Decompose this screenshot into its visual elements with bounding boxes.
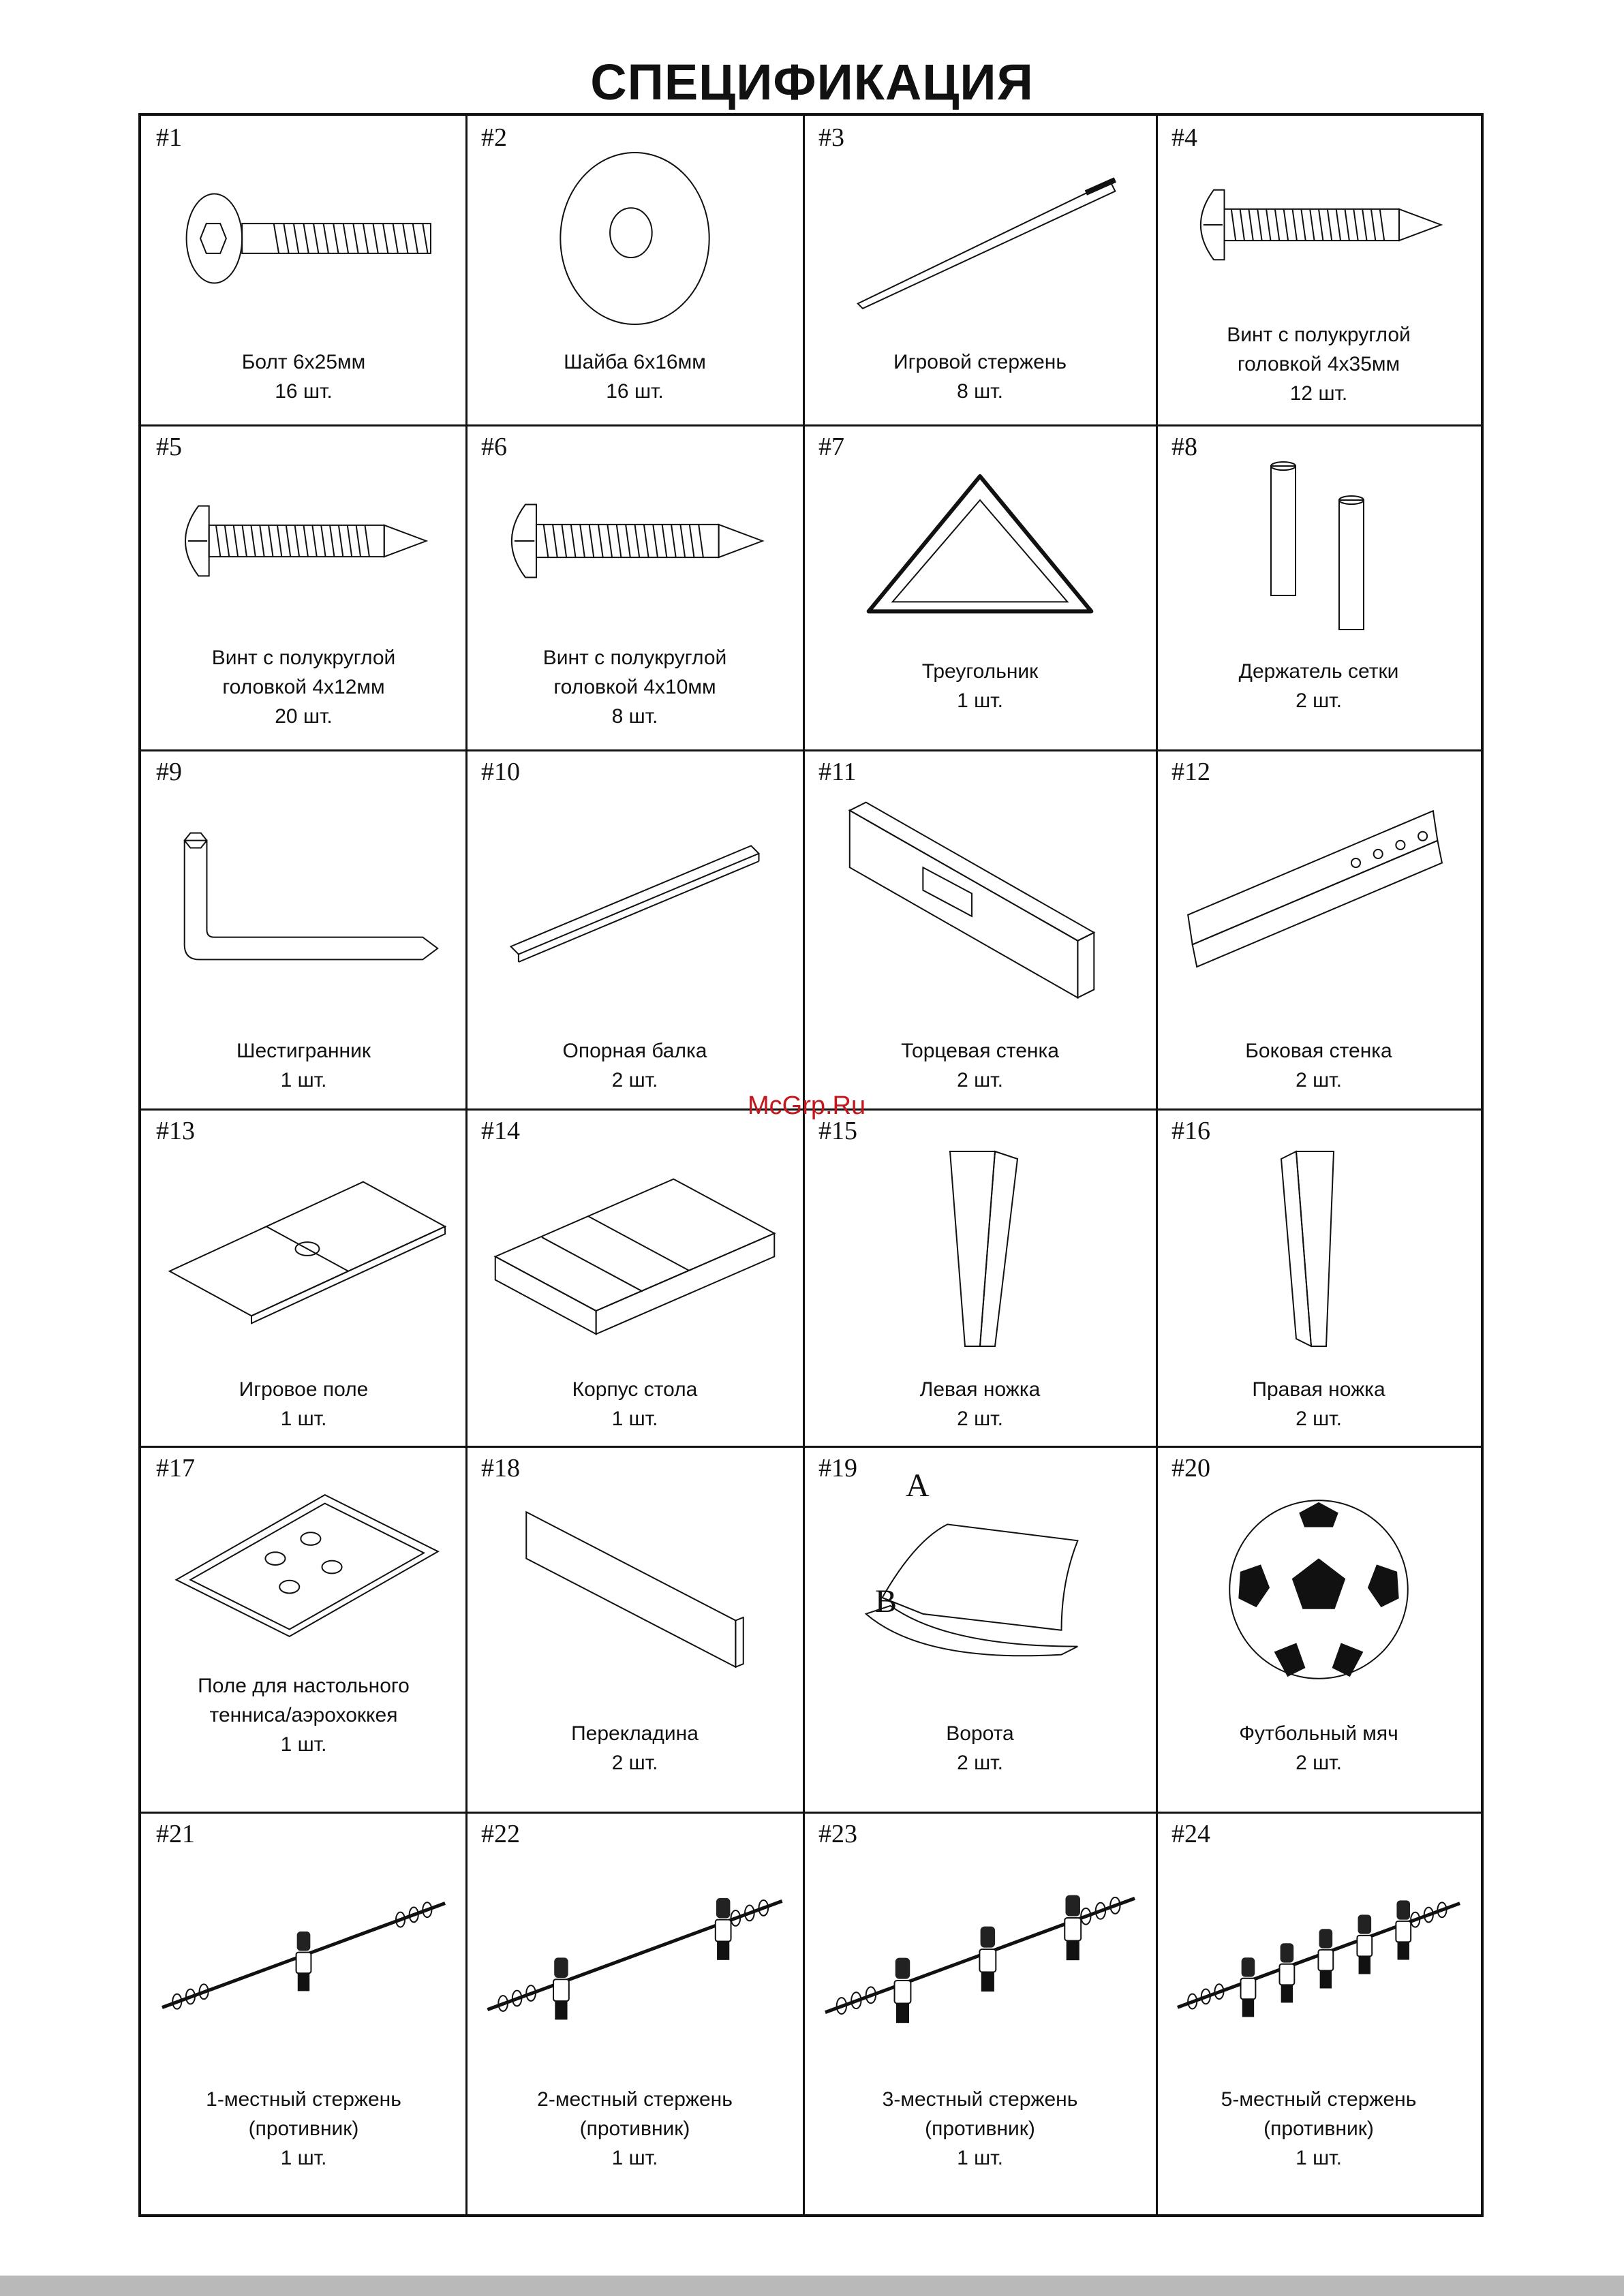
bolt-icon — [155, 143, 453, 334]
part-quantity: 16 шт. — [275, 380, 333, 403]
player-rod-icon — [817, 1840, 1143, 2071]
part-caption — [1163, 657, 1474, 715]
part-number: #17 — [156, 1454, 195, 1483]
part-name-line: Торцевая стенка — [901, 1040, 1059, 1062]
part-number: #23 — [818, 1820, 857, 1848]
part-quantity: 2 шт. — [611, 1069, 658, 1091]
right-leg-icon — [1170, 1136, 1467, 1361]
part-caption — [810, 657, 1150, 715]
part-name-line: головкой 4x35мм — [1237, 353, 1400, 375]
support-beam-icon — [480, 777, 790, 1023]
part-name-line: головкой 4x12мм — [222, 676, 385, 698]
part-name-line: 2-местный стержень — [537, 2088, 733, 2111]
part-name-line: тенниса/аэрохоккея — [209, 1704, 398, 1726]
part-caption — [810, 1036, 1150, 1095]
part-name-line: Поле для настольного — [198, 1675, 410, 1697]
part-caption — [473, 347, 797, 406]
part-number: #13 — [156, 1117, 195, 1145]
part-caption — [473, 1375, 797, 1433]
part-number: #6 — [481, 433, 507, 461]
part-name-line: (противник) — [1263, 2117, 1374, 2140]
part-number: #10 — [481, 758, 520, 786]
part-cell — [803, 1109, 1156, 1446]
part-quantity: 1 шт. — [957, 2147, 1003, 2169]
part-number: #21 — [156, 1820, 195, 1848]
soccer-ball-icon — [1170, 1474, 1467, 1705]
part-quantity: 16 шт. — [606, 380, 664, 403]
part-number: #14 — [481, 1117, 520, 1145]
part-name-line: Держатель сетки — [1238, 660, 1399, 683]
part-quantity: 2 шт. — [1296, 689, 1342, 712]
crossbar-icon — [480, 1474, 790, 1705]
part-caption — [1163, 2085, 1474, 2173]
part-quantity: 1 шт. — [280, 1069, 327, 1091]
part-cell — [141, 116, 466, 425]
part-quantity: 2 шт. — [957, 1408, 1003, 1430]
part-quantity: 2 шт. — [1296, 1408, 1342, 1430]
part-cell — [803, 116, 1156, 425]
part-name-line: 5-местный стержень — [1221, 2088, 1417, 2111]
part-cell — [803, 425, 1156, 750]
part-name-line: Игровое поле — [239, 1378, 369, 1401]
goal-part-label: A — [906, 1468, 930, 1504]
part-number: #18 — [481, 1454, 520, 1483]
part-cell — [803, 750, 1156, 1109]
part-number: #11 — [818, 758, 857, 786]
part-cell — [141, 1109, 466, 1446]
player-rod-icon — [1170, 1840, 1467, 2071]
hex-key-icon — [155, 777, 453, 1023]
side-wall-icon — [1170, 777, 1467, 1023]
part-caption — [148, 1375, 459, 1433]
hockey-field-icon — [155, 1474, 453, 1658]
part-cell — [803, 1446, 1156, 1812]
part-cell — [466, 116, 803, 425]
part-number: #9 — [156, 758, 182, 786]
part-caption — [810, 1719, 1150, 1778]
part-cell — [1156, 116, 1481, 425]
part-name-line: головкой 4x10мм — [553, 676, 716, 698]
part-number: #8 — [1171, 433, 1197, 461]
part-cell — [466, 750, 803, 1109]
part-number: #15 — [818, 1117, 857, 1145]
part-name-line: Шайба 6x16мм — [564, 351, 706, 373]
table-body-icon — [480, 1136, 790, 1361]
end-wall-icon — [817, 777, 1143, 1023]
left-leg-icon — [817, 1136, 1143, 1361]
part-name-line: Болт 6x25мм — [241, 351, 366, 373]
screw-icon — [1170, 143, 1467, 307]
part-number: #22 — [481, 1820, 520, 1848]
part-cell — [1156, 1446, 1481, 1812]
part-caption — [1163, 1375, 1474, 1433]
part-number: #24 — [1171, 1820, 1210, 1848]
part-cell — [1156, 750, 1481, 1109]
part-number: #2 — [481, 123, 507, 152]
part-cell — [466, 1446, 803, 1812]
screw-icon — [480, 452, 790, 630]
part-cell — [466, 425, 803, 750]
player-rod-icon — [480, 1840, 790, 2071]
bottom-rule — [0, 2276, 1624, 2296]
part-caption — [810, 1375, 1150, 1433]
part-caption — [148, 1671, 459, 1759]
part-quantity: 2 шт. — [957, 1752, 1003, 1774]
part-quantity: 1 шт. — [280, 2147, 327, 2169]
part-name-line: Перекладина — [571, 1722, 699, 1745]
part-cell — [1156, 1812, 1481, 2214]
part-quantity: 8 шт. — [957, 380, 1003, 403]
part-name-line: Левая ножка — [919, 1378, 1041, 1401]
playing-field-icon — [155, 1136, 453, 1361]
part-quantity: 2 шт. — [611, 1752, 658, 1774]
part-number: #12 — [1171, 758, 1210, 786]
net-holder-icon — [1170, 452, 1467, 643]
part-name-line: Опорная балка — [562, 1040, 707, 1062]
part-name-line: (противник) — [248, 2117, 359, 2140]
part-number: #4 — [1171, 123, 1197, 152]
part-name-line: Шестигранник — [236, 1040, 371, 1062]
part-cell — [466, 1812, 803, 2214]
specification-table — [138, 113, 1484, 2217]
part-caption — [810, 347, 1150, 406]
watermark: McGrp.Ru — [748, 1091, 866, 1120]
part-cell — [803, 1812, 1156, 2214]
part-cell — [141, 425, 466, 750]
part-caption — [810, 2085, 1150, 2173]
part-name-line: Винт с полукруглой — [1227, 324, 1411, 346]
part-name-line: (противник) — [925, 2117, 1035, 2140]
screw-icon — [155, 452, 453, 630]
part-name-line: Футбольный мяч — [1239, 1722, 1398, 1745]
part-quantity: 1 шт. — [1296, 2147, 1342, 2169]
part-quantity: 1 шт. — [611, 2147, 658, 2169]
part-quantity: 2 шт. — [1296, 1069, 1342, 1091]
part-number: #3 — [818, 123, 844, 152]
part-caption — [473, 1719, 797, 1778]
part-name-line: Корпус стола — [572, 1378, 698, 1401]
goal-icon — [817, 1474, 1143, 1705]
part-caption — [148, 347, 459, 406]
part-quantity: 1 шт. — [280, 1733, 327, 1756]
player-rod-icon — [155, 1840, 453, 2071]
part-cell — [141, 750, 466, 1109]
rod-icon — [817, 143, 1143, 334]
part-quantity: 20 шт. — [275, 705, 333, 728]
part-caption — [473, 643, 797, 731]
part-number: #1 — [156, 123, 182, 152]
part-cell — [1156, 1109, 1481, 1446]
part-caption — [148, 643, 459, 731]
part-name-line: Боковая стенка — [1245, 1040, 1392, 1062]
part-number: #20 — [1171, 1454, 1210, 1483]
part-number: #7 — [818, 433, 844, 461]
part-quantity: 1 шт. — [611, 1408, 658, 1430]
part-caption — [473, 2085, 797, 2173]
part-caption — [1163, 320, 1474, 408]
part-quantity: 1 шт. — [280, 1408, 327, 1430]
part-name-line: 1-местный стержень — [206, 2088, 401, 2111]
part-name-line: (противник) — [579, 2117, 690, 2140]
part-number: #19 — [818, 1454, 857, 1483]
triangle-icon — [817, 452, 1143, 643]
part-number: #16 — [1171, 1117, 1210, 1145]
part-quantity: 1 шт. — [957, 689, 1003, 712]
part-name-line: Ворота — [946, 1722, 1014, 1745]
part-name-line: Треугольник — [921, 660, 1039, 683]
part-caption — [1163, 1719, 1474, 1778]
page-title: СПЕЦИФИКАЦИЯ — [590, 54, 1034, 110]
part-quantity: 2 шт. — [957, 1069, 1003, 1091]
goal-part-label: B — [875, 1583, 898, 1619]
part-cell — [466, 1109, 803, 1446]
part-caption — [148, 1036, 459, 1095]
part-quantity: 8 шт. — [611, 705, 658, 728]
part-name-line: Игровой стержень — [893, 351, 1067, 373]
part-name-line: 3-местный стержень — [882, 2088, 1078, 2111]
part-caption — [473, 1036, 797, 1095]
part-number: #5 — [156, 433, 182, 461]
part-cell — [141, 1812, 466, 2214]
part-name-line: Винт с полукруглой — [211, 647, 396, 669]
part-name-line: Винт с полукруглой — [542, 647, 727, 669]
part-caption — [1163, 1036, 1474, 1095]
part-name-line: Правая ножка — [1252, 1378, 1385, 1401]
washer-icon — [480, 143, 790, 334]
part-quantity: 2 шт. — [1296, 1752, 1342, 1774]
part-caption — [148, 2085, 459, 2173]
part-quantity: 12 шт. — [1289, 382, 1348, 405]
part-cell — [1156, 425, 1481, 750]
part-cell — [141, 1446, 466, 1812]
